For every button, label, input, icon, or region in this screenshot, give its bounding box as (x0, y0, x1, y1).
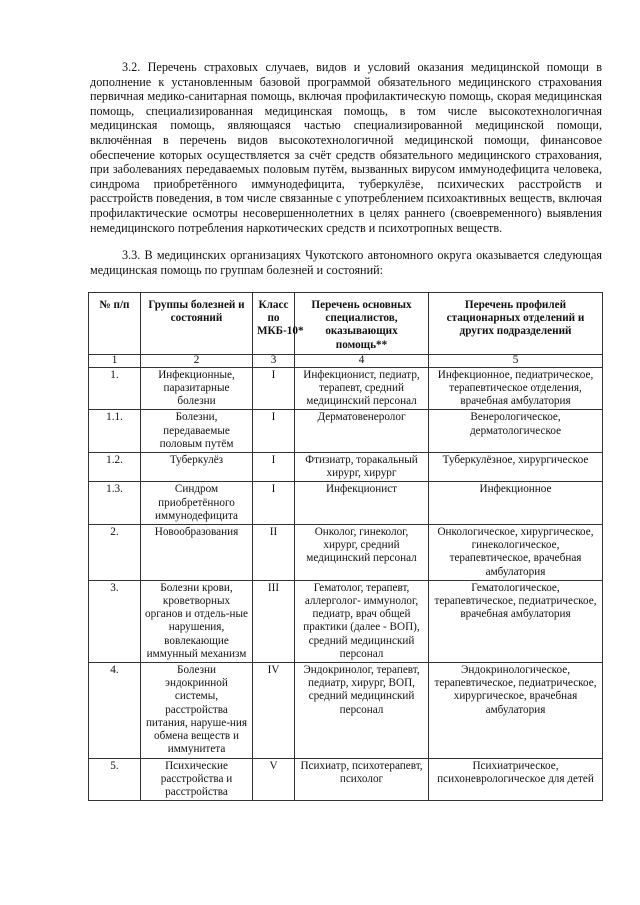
header-specialists: Перечень основных специалистов, оказывающих помощь** (295, 293, 429, 355)
table-row (89, 453, 603, 482)
table-row (89, 482, 603, 525)
header-num: № п/п (89, 293, 141, 355)
table-row (89, 758, 603, 801)
paragraph-3-2 (90, 60, 602, 235)
column-number-row (89, 354, 603, 367)
row-number: 2. (89, 525, 141, 581)
row-specialists: Инфекционист (295, 482, 429, 525)
table-row (89, 410, 603, 453)
table-header-row (89, 293, 603, 355)
row-group: Синдром приобретённого иммунодефицита (141, 482, 253, 525)
row-number: 3. (89, 580, 141, 662)
column-number: 5 (429, 354, 603, 367)
row-profiles: Психиатрическое, психоневрологическое для детей (429, 758, 603, 801)
table-row (89, 663, 603, 758)
row-number: 1.1. (89, 410, 141, 453)
paragraph-3-3-text: 3.3. В медицинских организациях Чукотского автономного округа оказывается следующая медицинская помощь по группам болезней и состояний: (90, 248, 602, 277)
column-number: 2 (141, 354, 253, 367)
row-group: Психические расстройства и расстройства (141, 758, 253, 801)
row-class: I (253, 367, 295, 410)
row-group: Болезни эндокринной системы, расстройства питания, наруше-ния обмена веществ и иммунитета (141, 663, 253, 758)
header-class: Класс по МКБ-10* (253, 293, 295, 355)
row-class: III (253, 580, 295, 662)
row-profiles: Венерологическое, дерматологическое (429, 410, 603, 453)
paragraph-3-3 (90, 248, 602, 277)
header-groups: Группы болезней и состояний (141, 293, 253, 355)
row-group: Болезни крови, кроветворных органов и отдель-ные нарушения, вовлекающие иммунный механизм (141, 580, 253, 662)
row-profiles: Онкологическое, хирургическое, гинекологическое, терапевтическое, врачебная амбулатория (429, 525, 603, 581)
row-class: I (253, 410, 295, 453)
row-number: 1.2. (89, 453, 141, 482)
row-profiles: Гематологическое, терапевтическое, педиатрическое, врачебная амбулатория (429, 580, 603, 662)
table-row (89, 580, 603, 662)
row-number: 1. (89, 367, 141, 410)
table-row (89, 367, 603, 410)
row-group: Инфекционные, паразитарные болезни (141, 367, 253, 410)
row-specialists: Психиатр, психотерапевт, психолог (295, 758, 429, 801)
disease-groups-table (88, 292, 603, 801)
column-number: 1 (89, 354, 141, 367)
paragraph-3-2-text: 3.2. Перечень страховых случаев, видов и условий оказания медицинской помощи в дополнение к установленным базовой программой обязательного медицинского страхования первичная медико-санитарная помощь, включая профилактическую помощь, скорая медицинская помощь, специализированная медицинская помощь, в том числе высокотехнологичная медицинская помощь, являющаяся частью специализированной медицинской помощи, включённая в перечень видов высокотехнологичной медицинской помощи, финансовое обеспечение которых осуществляется за счёт средств обязательного медицинского страхования, при заболеваниях передаваемых половым путём, вызванных вирусом иммунодефицита человека, синдрома приобретённого иммунодефицита, туберкулёзе, психических расстройств и расстройств поведения, в том числе связанные с употреблением психоактивных веществ, включая профилактические осмотры несовершеннолетних в целях раннего (своевременного) выявления немедицинского потребления наркотических средств и психотропных веществ. (90, 60, 602, 235)
row-class: I (253, 482, 295, 525)
column-number: 3 (253, 354, 295, 367)
row-specialists: Гематолог, терапевт, аллерголог- иммунолог, педиатр, врач общей практики (далее - ВОП), средний медицинский персонал (295, 580, 429, 662)
row-group: Новообразования (141, 525, 253, 581)
row-profiles: Эндокринологическое, терапевтическое, педиатрическое, хирургическое, врачебная амбулатория (429, 663, 603, 758)
row-profiles: Инфекционное (429, 482, 603, 525)
row-specialists: Фтизиатр, торакальный хирург, хирург (295, 453, 429, 482)
row-group: Туберкулёз (141, 453, 253, 482)
row-specialists: Дерматовенеролог (295, 410, 429, 453)
row-profiles: Туберкулёзное, хирургическое (429, 453, 603, 482)
row-class: IV (253, 663, 295, 758)
row-class: V (253, 758, 295, 801)
row-profiles: Инфекционное, педиатрическое, терапевтическое отделения, врачебная амбулатория (429, 367, 603, 410)
row-class: I (253, 453, 295, 482)
table-row (89, 525, 603, 581)
row-specialists: Инфекционист, педиатр, терапевт, средний медицинский персонал (295, 367, 429, 410)
header-profiles: Перечень профилей стационарных отделений и других подразделений (429, 293, 603, 355)
row-number: 1.3. (89, 482, 141, 525)
row-specialists: Онколог, гинеколог, хирург, средний медицинский персонал (295, 525, 429, 581)
row-group: Болезни, передаваемые половым путём (141, 410, 253, 453)
row-number: 4. (89, 663, 141, 758)
row-number: 5. (89, 758, 141, 801)
row-class: II (253, 525, 295, 581)
row-specialists: Эндокринолог, терапевт, педиатр, хирург, ВОП, средний медицинский персонал (295, 663, 429, 758)
column-number: 4 (295, 354, 429, 367)
